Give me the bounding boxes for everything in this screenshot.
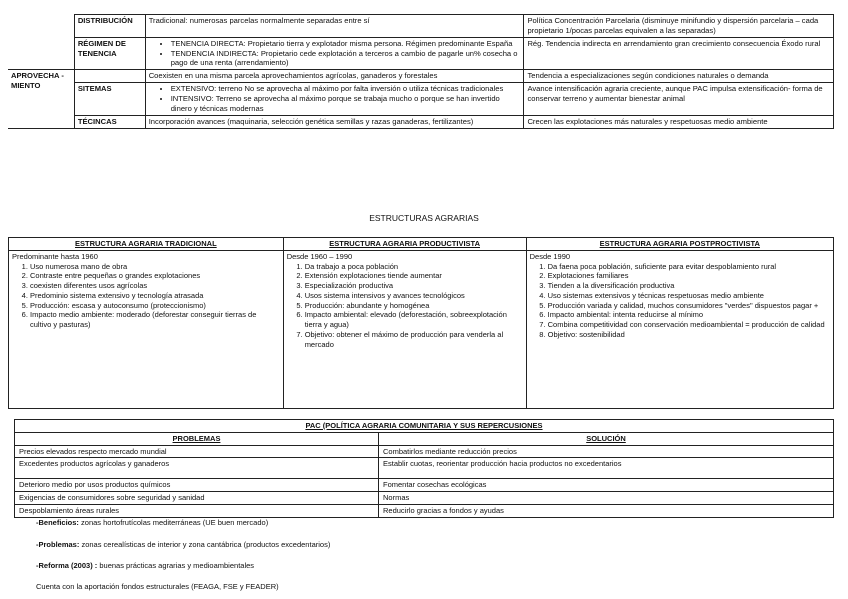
note-text: zonas hortofrutícolas mediterráneas (UE buen mercado) bbox=[78, 518, 269, 527]
list-item: 6. Impacto ambiental: intenta reducirse al mínimo bbox=[548, 310, 830, 320]
note-text: buenas prácticas agrarias y medioambientales bbox=[97, 561, 255, 570]
table-row bbox=[15, 420, 834, 433]
list-item: 3. Tienden a la diversificación productiva bbox=[548, 281, 830, 291]
column-header-solution: SOLUCIÓN bbox=[379, 432, 834, 445]
structure-postproductivista bbox=[526, 250, 833, 408]
table-row bbox=[9, 250, 834, 408]
problem-cell: Excedentes productos agrícolas y ganaderos bbox=[15, 458, 379, 479]
table-row bbox=[15, 458, 834, 479]
list-item: 6. Impacto medio ambiente: moderado (deforestar conseguir tierras de cultivo y pasturas) bbox=[30, 310, 280, 330]
table-row bbox=[8, 15, 834, 38]
tecnicas-note: Crecen las explotaciones más naturales y respetuosas medio ambiente bbox=[524, 115, 834, 128]
column-header: ESTRUCTURA AGRARIA POSTPROCTIVISTA bbox=[526, 238, 833, 251]
empty-cell bbox=[8, 15, 74, 70]
row-label-aprovechamiento: APROVECHA -MIENTO bbox=[8, 70, 74, 128]
problem-cell: Despoblamiento áreas rurales bbox=[15, 504, 379, 517]
section-title: ESTRUCTURAS AGRARIAS bbox=[369, 213, 479, 223]
note-text: zonas cerealísticas de interior y zona cantábrica (productos excedentarios) bbox=[79, 540, 331, 549]
table-row bbox=[15, 445, 834, 458]
problem-cell: Deterioro medio por usos productos químicos bbox=[15, 479, 379, 492]
list-item: 2. Contraste entre pequeñas o grandes explotaciones bbox=[30, 271, 280, 281]
note-label: -Beneficios: bbox=[36, 518, 79, 527]
table-row bbox=[15, 432, 834, 445]
list-item: 4. Uso sistemas extensivos y técnicas respetuosas medio ambiente bbox=[548, 291, 830, 301]
period-label: Predominante hasta 1960 bbox=[12, 251, 98, 261]
list-item: 8. Objetivo: sostenibilidad bbox=[548, 330, 830, 340]
list-item: 2. Explotaciones familiares bbox=[548, 271, 830, 281]
agrarian-features-table bbox=[8, 14, 834, 129]
row-label-distribucion: DISTRIBUCIÓN bbox=[74, 15, 145, 38]
table-row bbox=[8, 83, 834, 116]
aprovechamiento-note: Tendencia a especializaciones según condiciones naturales o demanda bbox=[524, 70, 834, 83]
pac-table bbox=[14, 419, 834, 518]
list-item: • EXTENSIVO: terreno No se aprovecha al máximo por falta inversión o utiliza técnicas tradicionales bbox=[171, 84, 521, 94]
list-item: 1. Uso numerosa mano de obra bbox=[30, 262, 280, 272]
empty-cell bbox=[74, 70, 145, 83]
table-row bbox=[9, 238, 834, 251]
solution-cell: Reducirlo gracias a fondos y ayudas bbox=[379, 504, 834, 517]
list-item: 3. Especialización productiva bbox=[305, 281, 523, 291]
solution-cell: Combatirlos mediante reducción precios bbox=[379, 445, 834, 458]
column-header: ESTRUCTURA AGRARIA TRADICIONAL bbox=[9, 238, 284, 251]
list-item: 7. Objetivo: obtener el máximo de producción para venderla al mercado bbox=[305, 330, 523, 350]
aprovechamiento-desc: Coexisten en una misma parcela aprovechamientos agrícolas, ganaderos y forestales bbox=[145, 70, 524, 83]
list-item: 1. Da faena poca población, suficiente para evitar despoblamiento rural bbox=[548, 262, 830, 272]
table-row bbox=[15, 479, 834, 492]
list-item: 3. coexisten diferentes usos agrícolas bbox=[30, 281, 280, 291]
list-item: 5. Producción: escasa y autoconsumo (proteccionismo) bbox=[30, 301, 280, 311]
note-problemas bbox=[36, 540, 330, 550]
distribucion-desc: Tradicional: numerosas parcelas normalmente separadas entre sí bbox=[145, 15, 524, 38]
note-reforma bbox=[36, 561, 254, 571]
table-row bbox=[15, 504, 834, 517]
table-row bbox=[15, 492, 834, 505]
column-header: ESTRUCTURA AGRARIA PRODUCTIVISTA bbox=[283, 238, 526, 251]
problem-cell: Precios elevados respecto mercado mundial bbox=[15, 445, 379, 458]
note-label: -Reforma (2003) : bbox=[36, 561, 98, 570]
note-fondos: Cuenta con la aportación fondos estructurales (FEAGA, FSE y FEADER) bbox=[36, 582, 279, 591]
pac-title: PAC (POLÍTICA AGRARIA COMUNITARIA Y SUS REPERCUSIONES bbox=[15, 420, 834, 433]
table-row bbox=[8, 115, 834, 128]
row-label-tecnicas: TÉCINCAS bbox=[74, 115, 145, 128]
row-label-sistemas: SITEMAS bbox=[74, 83, 145, 116]
structure-productivista bbox=[283, 250, 526, 408]
row-label-regimen: RÉGIMEN DE TENENCIA bbox=[74, 37, 145, 70]
table-row bbox=[8, 37, 834, 70]
distribucion-note: Política Concentración Parcelaria (disminuye minifundio y dispersión parcelaria – cada propietario 1/pocas parcelas equivalen a las separadas) bbox=[524, 15, 834, 38]
sistemas-note: Avance intensificación agraria creciente, aunque PAC impulsa extensificación- forma de conservar terreno y aumentar bienestar animal bbox=[524, 83, 834, 116]
list-item: • TENDENCIA INDIRECTA: Propietario cede explotación a terceros a cambio de pagarle un% cosecha o pago de una renta (arrendamiento) bbox=[171, 49, 521, 69]
note-label: -Problemas: bbox=[36, 540, 80, 549]
regimen-desc bbox=[145, 37, 524, 70]
list-item: • TENENCIA DIRECTA: Propietario tierra y explotador misma persona. Régimen predominante España bbox=[171, 39, 521, 49]
period-label: Desde 1990 bbox=[529, 251, 571, 261]
solution-cell: Normas bbox=[379, 492, 834, 505]
list-item: 4. Predominio sistema extensivo y tecnología atrasada bbox=[30, 291, 280, 301]
solution-cell: Fomentar cosechas ecológicas bbox=[379, 479, 834, 492]
structure-tradicional bbox=[9, 250, 284, 408]
table-row bbox=[8, 70, 834, 83]
list-item: 5. Producción variada y calidad, muchos consumidores "verdes" dispuestos pagar + bbox=[548, 301, 830, 311]
tecnicas-desc: Incorporación avances (maquinaria, selección genética semillas y razas ganaderas, fertilizantes) bbox=[145, 115, 524, 128]
list-item: • INTENSIVO: Terreno se aprovecha al máximo porque se trabaja mucho o porque se han invertido dinero y técnicas modernas bbox=[171, 94, 521, 114]
column-header-problems: PROBLEMAS bbox=[15, 432, 379, 445]
list-item: 6. Impacto ambiental: elevado (deforestación, sobreexplotación tierra y agua) bbox=[305, 310, 523, 330]
list-item: 1. Da trabajo a poca población bbox=[305, 262, 523, 272]
list-item: 7. Combina competitividad con conservación medioambiental = producción de calidad bbox=[548, 320, 830, 330]
note-beneficios bbox=[36, 518, 268, 528]
list-item: 4. Usos sistema intensivos y avances tecnológicos bbox=[305, 291, 523, 301]
sistemas-desc bbox=[145, 83, 524, 116]
regimen-note: Rég. Tendencia indirecta en arrendamiento gran crecimiento consecuencia Éxodo rural bbox=[524, 37, 834, 70]
problem-cell: Exigencias de consumidores sobre seguridad y sanidad bbox=[15, 492, 379, 505]
structures-table bbox=[8, 237, 834, 409]
period-label: Desde 1960 – 1990 bbox=[286, 251, 353, 261]
solution-cell: Establir cuotas, reorientar producción hacia productos no excedentarios bbox=[379, 458, 834, 479]
list-item: 2. Extensión explotaciones tiende aumentar bbox=[305, 271, 523, 281]
list-item: 5. Producción: abundante y homogénea bbox=[305, 301, 523, 311]
